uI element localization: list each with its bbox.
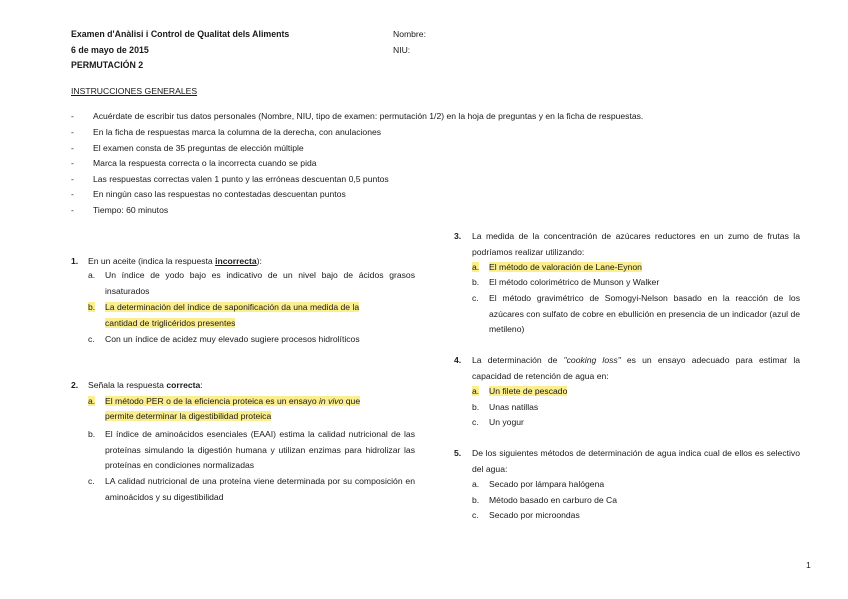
- q4-option-a-letter: a.: [472, 386, 480, 396]
- q2-option-a-letter: a.: [88, 396, 96, 406]
- q5-option-b-letter: b.: [472, 495, 480, 505]
- q4-option-c-letter: c.: [472, 417, 479, 427]
- q4-option-a: Un filete de pescado: [489, 386, 568, 396]
- q1-option-c-letter: c.: [88, 334, 95, 344]
- question-3-stem: La medida de la concentración de azúcares reductores en un zumo de frutas la podríamos realizar utilizando:: [472, 231, 800, 257]
- q2-option-b-letter: b.: [88, 429, 96, 439]
- question-5-stem: De los siguientes métodos de determinación de agua indica cual de ellos es selectivo del agua:: [472, 448, 800, 474]
- name-label: Nombre:: [393, 29, 426, 39]
- question-1-number: 1.: [71, 256, 79, 266]
- q5-option-b: Método basado en carburo de Ca: [489, 495, 618, 505]
- q3-option-c-letter: c.: [472, 293, 479, 303]
- instructions-heading: INSTRUCCIONES GENERALES: [71, 86, 198, 96]
- question-2-number: 2.: [71, 380, 79, 390]
- q4-option-b: Unas natillas: [489, 402, 539, 412]
- q4-option-c: Un yogur: [489, 417, 524, 427]
- q2-option-c-letter: c.: [88, 476, 95, 486]
- q3-option-a: El método de valoración de Lane-Eynon: [489, 262, 642, 272]
- q3-option-a-letter: a.: [472, 262, 480, 272]
- exam-title: Examen d'Anàlisi i Control de Qualitat dels Aliments: [71, 29, 290, 39]
- question-2-stem: Señala la respuesta correcta:: [88, 380, 203, 390]
- q1-option-a-letter: a.: [88, 270, 96, 280]
- q2-option-a-cont: permite determinar la digestibilidad proteica: [105, 411, 272, 421]
- question-3-number: 3.: [454, 231, 462, 241]
- q1-option-b: La determinación del índice de saponificación da una medida de la: [105, 302, 360, 312]
- question-1-stem: En un aceite (indica la respuesta incorrecta):: [88, 256, 262, 266]
- q1-option-b-cont: cantidad de triglicéridos presentes: [105, 318, 236, 328]
- question-5-number: 5.: [454, 448, 462, 458]
- niu-label: NIU:: [393, 45, 411, 55]
- question-4-number: 4.: [454, 355, 462, 365]
- q3-option-c: El método gravimétrico de Somogyi-Nelson basado en la reacción de los azúcares con sulfato de cobre en ebullición en presencia de un indicador (azul de metileno): [489, 293, 800, 335]
- q5-option-c-letter: c.: [472, 510, 479, 520]
- q3-option-b-letter: b.: [472, 277, 480, 287]
- q5-option-c: Secado por microondas: [489, 510, 580, 520]
- q2-option-c: LA calidad nutricional de una proteína viene determinada por su composición en aminoácidos y su digestibilidad: [105, 476, 415, 502]
- question-4-stem: La determinación de "cooking loss" es un ensayo adecuado para estimar la capacidad de retención de agua en:: [472, 355, 801, 381]
- q4-option-b-letter: b.: [472, 402, 480, 412]
- q2-option-b: El índice de aminoácidos esenciales (EAAI) estima la calidad nutricional de las proteínas simulando la digestión humana y utilizan enzimas para hidrolizar las proteínas en condiciones normalizadas: [105, 429, 415, 471]
- q3-option-b: El método colorimétrico de Munson y Walker: [489, 277, 660, 287]
- permutation-label: PERMUTACIÓN 2: [71, 60, 144, 70]
- q2-option-a: El método PER o de la eficiencia proteica es un ensayo in vivo que: [105, 396, 361, 406]
- q1-option-b-letter: b.: [88, 302, 96, 312]
- exam-date: 6 de mayo de 2015: [71, 45, 149, 55]
- q1-option-c: Con un índice de acidez muy elevado sugiere procesos hidrolíticos: [105, 334, 360, 344]
- page-number: 1: [806, 560, 811, 570]
- q5-option-a-letter: a.: [472, 479, 480, 489]
- q1-option-a: Un índice de yodo bajo es indicativo de un nivel bajo de ácidos grasos insaturados: [105, 270, 415, 296]
- q5-option-a: Secado por lámpara halógena: [489, 479, 605, 489]
